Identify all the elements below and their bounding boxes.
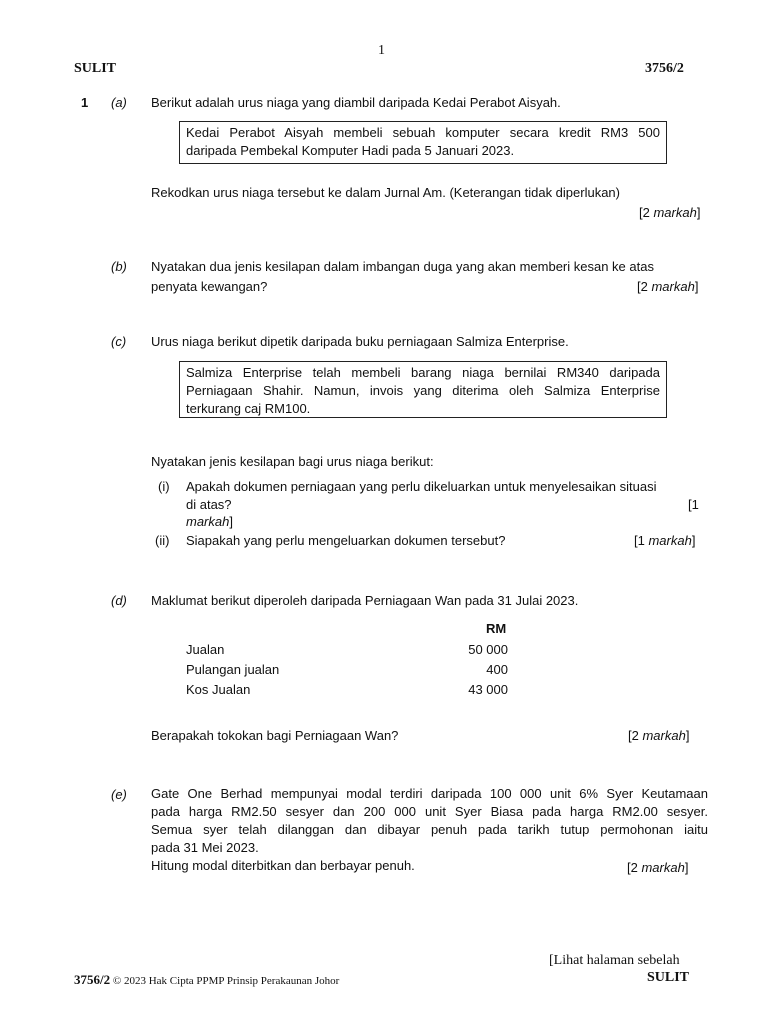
part-e-line1: Gate One Berhad mempunyai modal terdiri daripada 100 000 unit 6% Syer Keutamaan <box>151 786 708 801</box>
part-b-line1: Nyatakan dua jenis kesilapan dalam imbangan duga yang akan memberi kesan ke atas <box>151 259 654 274</box>
row-amount: 50 000 <box>468 642 508 657</box>
header-sulit: SULIT <box>74 61 117 76</box>
part-c-i-line2: di atas? <box>186 497 232 512</box>
part-a-transaction-box <box>179 121 667 164</box>
part-a-box-line2: daripada Pembekal Komputer Hadi pada 5 Januari 2023. <box>186 143 515 158</box>
part-c-box-line2: Perniagaan Shahir. Namun, invois yang diterima oleh Salmiza Enterprise <box>186 383 660 398</box>
part-e-line5: Hitung modal diterbitkan dan berbayar penuh. <box>151 858 415 873</box>
part-e-line3: Semua syer telah dilanggan dan dibayar penuh pada tarikh tutup permohonan iaitu <box>151 822 708 837</box>
part-a-label: (a) <box>111 95 127 110</box>
part-c-transaction-box <box>179 361 667 418</box>
table-row <box>186 640 508 660</box>
footer-left <box>74 972 339 988</box>
part-d-question: Berapakah tokokan bagi Perniagaan Wan? <box>151 728 399 743</box>
part-b-label: (b) <box>111 259 127 274</box>
part-d-marks: [2 markah] <box>628 728 690 743</box>
part-c-i-marks-word: markah] <box>186 514 233 529</box>
part-c-ii-text: Siapakah yang perlu mengeluarkan dokumen tersebut? <box>186 533 506 548</box>
part-d-label: (d) <box>111 593 127 608</box>
row-amount: 400 <box>486 662 508 677</box>
part-c-ii-marks: [1 markah] <box>634 533 696 548</box>
part-c-i-marks-bracket: [1 <box>688 497 699 512</box>
part-d-intro: Maklumat berikut diperoleh daripada Perniagaan Wan pada 31 Julai 2023. <box>151 593 579 608</box>
question-number: 1 <box>81 95 89 110</box>
row-item: Pulangan jualan <box>186 662 280 677</box>
footer-next-page: [Lihat halaman sebelah <box>549 953 680 968</box>
part-c-label: (c) <box>111 334 127 349</box>
part-b-line2: penyata kewangan? <box>151 279 268 294</box>
part-e-paragraph <box>151 785 708 875</box>
row-item: Jualan <box>186 642 225 657</box>
header-paper-code: 3756/2 <box>645 61 684 76</box>
part-c-i-line1: Apakah dokumen perniagaan yang perlu dikeluarkan untuk menyelesaikan situasi <box>186 479 657 494</box>
part-c-instruction: Nyatakan jenis kesilapan bagi urus niaga berikut: <box>151 454 434 469</box>
part-c-intro: Urus niaga berikut dipetik daripada buku perniagaan Salmiza Enterprise. <box>151 334 569 349</box>
part-c-ii-label: (ii) <box>155 533 170 548</box>
part-a-instruction: Rekodkan urus niaga tersebut ke dalam Jurnal Am. (Keterangan tidak diperlukan) <box>151 185 620 200</box>
table-row <box>186 680 508 700</box>
table-row <box>186 660 508 680</box>
page-number: 1 <box>378 43 385 58</box>
footer-sulit: SULIT <box>647 970 690 985</box>
part-a-marks: [2 markah] <box>639 205 701 220</box>
part-a-box-line1: Kedai Perabot Aisyah membeli sebuah komputer secara kredit RM3 500 <box>186 125 660 140</box>
footer-code: 3756/2 <box>74 972 111 987</box>
row-item: Kos Jualan <box>186 682 251 697</box>
part-c-i-label: (i) <box>158 479 170 494</box>
part-c-box-line3: terkurang caj RM100. <box>186 401 311 416</box>
part-e-line4: pada 31 Mei 2023. <box>151 840 259 855</box>
part-d-column-header: RM <box>486 621 507 636</box>
part-b-marks: [2 markah] <box>637 279 699 294</box>
footer-copyright: © 2023 Hak Cipta PPMP Prinsip Perakaunan Johor <box>112 975 340 987</box>
part-d-table <box>186 640 508 700</box>
part-e-line2: pada harga RM2.50 sesyer dan 200 000 unit Syer Biasa pada harga RM2.00 sesyer. <box>151 804 708 819</box>
part-c-box-line1: Salmiza Enterprise telah membeli barang niaga bernilai RM340 daripada <box>186 365 660 380</box>
part-e-marks: [2 markah] <box>627 860 689 875</box>
part-e-label: (e) <box>111 787 127 802</box>
row-amount: 43 000 <box>468 682 508 697</box>
part-a-intro: Berikut adalah urus niaga yang diambil daripada Kedai Perabot Aisyah. <box>151 95 561 110</box>
